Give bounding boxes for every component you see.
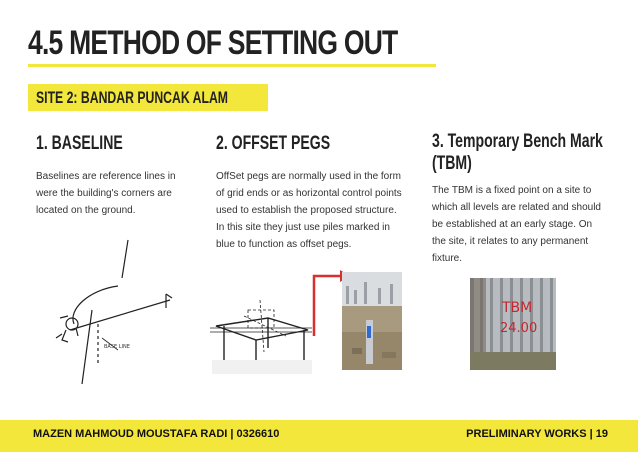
offset-pegs-heading: 2. OFFSET PEGS xyxy=(216,133,331,154)
tbm-value: 24.00 xyxy=(500,321,538,336)
baseline-heading: 1. BASELINE xyxy=(36,133,123,154)
footer-author: MAZEN MAHMOUD MOUSTAFA RADI | 0326610 xyxy=(33,428,280,440)
baseline-text: Baselines are reference lines in were the building's corners are located on the ground. xyxy=(36,171,176,216)
tbm-photo xyxy=(470,278,556,370)
offset-pegs-text: OffSet pegs are normally used in the form of grid ends or as horizontal control points used to establish the proposed structure. In this site they just use piles marked in blue to function as offset pegs. xyxy=(216,171,402,250)
baseline-sketch-label: BASE LINE xyxy=(104,344,130,350)
tbm-marking: TBM xyxy=(502,300,533,316)
tbm-heading-line1: 3. Temporary Bench Mark xyxy=(432,131,603,152)
baseline-sketch xyxy=(48,238,188,388)
site-label: SITE 2: BANDAR PUNCAK ALAM xyxy=(36,88,228,107)
tbm-text: The TBM is a fixed point on a site to which all levels are related and should be established at an early stage. On the site, it relates to any permanent fixture. xyxy=(432,185,601,264)
footer-section-page: PRELIMINARY WORKS | 19 xyxy=(466,428,608,440)
page-title: 4.5 METHOD OF SETTING OUT xyxy=(28,24,398,62)
offset-pegs-photo xyxy=(342,272,402,370)
tbm-heading-line2: (TBM) xyxy=(432,153,472,174)
offset-pegs-sketch xyxy=(208,296,318,376)
title-underline xyxy=(28,64,436,67)
